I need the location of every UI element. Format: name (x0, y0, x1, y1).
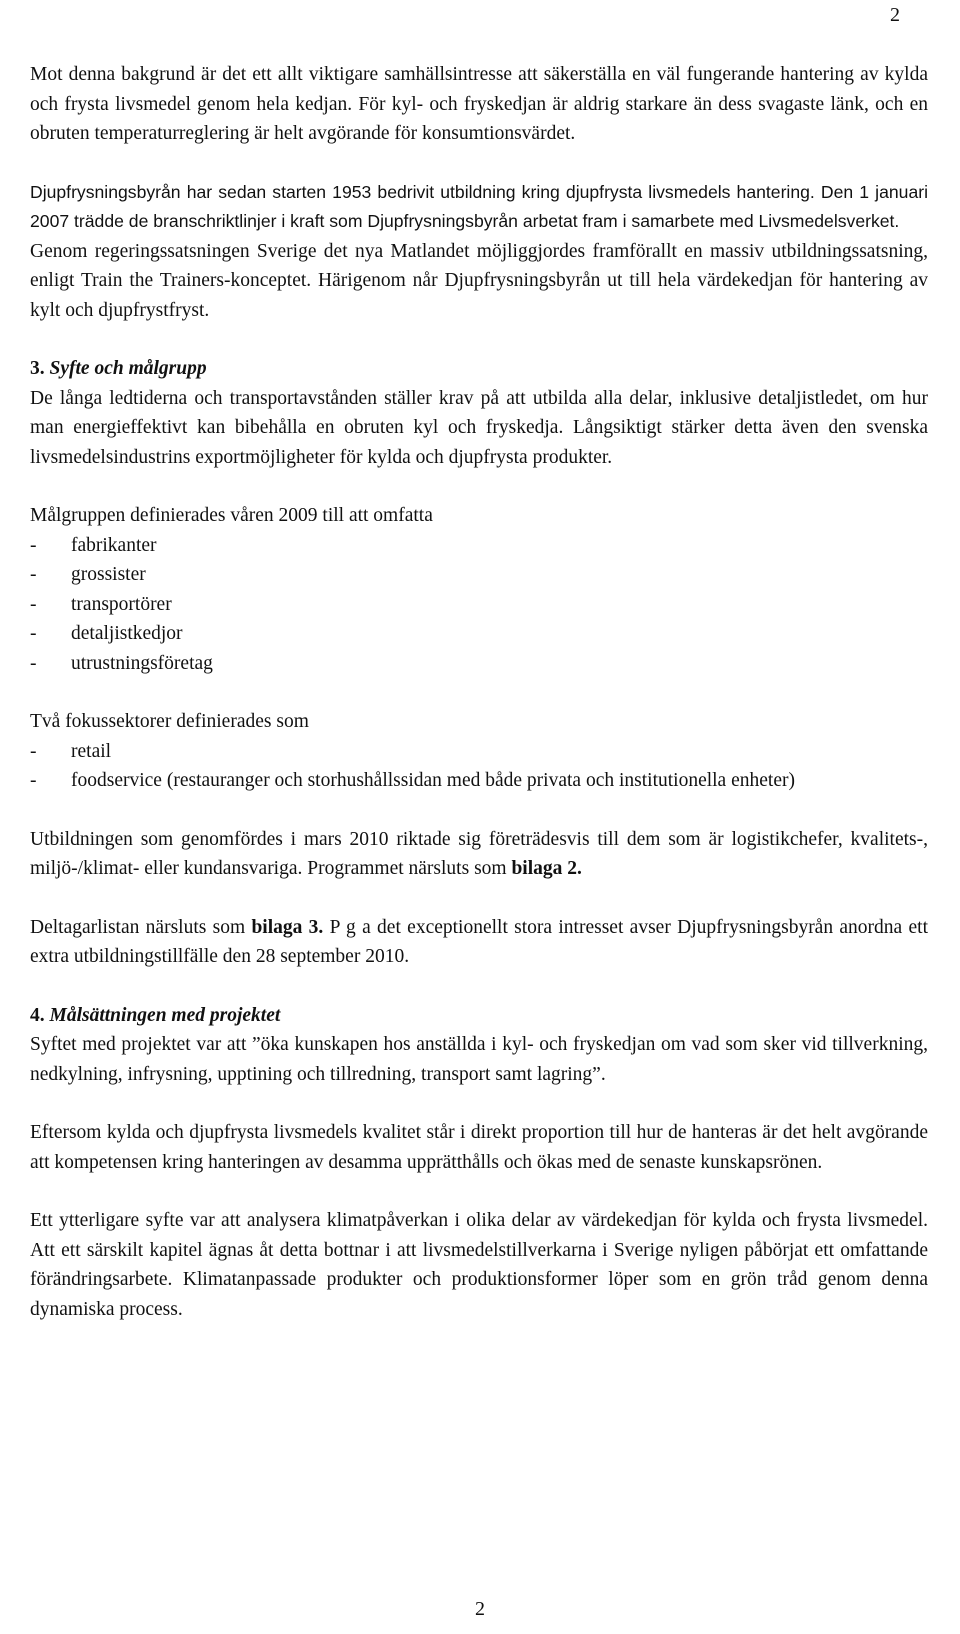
section-3-title: Syfte och målgrupp (49, 358, 207, 379)
section-4-title: Målsättningen med projektet (49, 1004, 281, 1026)
section-3-paragraph-1: De långa ledtiderna och transportavstånden ställer krav på att utbilda alla delar, inklusive detaljistledet, om hur man energieffektivt kan bibehålla en obruten kyl och fryskedja. Långsiktigt stärker detta även den svenska livsmedelsindustrins exportmöjligheter för kylda och djupfrysta produkter. (30, 387, 928, 468)
page-number-bottom: 2 (475, 1598, 485, 1620)
appendix-2-ref: bilaga 2. (511, 858, 582, 879)
list-item: - retail (30, 740, 112, 762)
section-4-number: 4. (30, 1004, 45, 1026)
section-3-number: 3. (30, 358, 45, 379)
document-body (30, 60, 928, 1324)
list-item: - detaljistkedjor (30, 623, 183, 644)
intro-paragraph-1: Mot denna bakgrund är det ett allt viktigare samhällsintresse att säkerställa en väl fungerande hantering av kylda och frysta livsmedel genom hela kedjan. För kyl- och fryskedjan är aldrig starkare än dess svagaste länk, och en obruten temperaturreglering är helt avgörande för konsumtionsvärdet. (30, 64, 928, 144)
intro-paragraph-2: Djupfrysningsbyrån har sedan starten 1953 bedrivit utbildning kring djupfrysta livsmedels hantering. Den 1 januari 2007 trädde de branschriktlinjer i kraft som Djupfrysningsbyrån arbetat fram i samarbete med Livsmedelsverket. (30, 181, 928, 231)
section-4-heading (30, 1001, 928, 1031)
section-3 (30, 354, 928, 972)
participants-paragraph: Deltagarlistan närsluts som bilaga 3. P g a det exceptionellt stora intresset avser Djupfrysningsbyrån anordna ett extra utbildningstillfälle den 28 september 2010. (30, 916, 928, 967)
training-paragraph: Utbildningen som genomfördes i mars 2010 riktade sig företrädesvis till dem som är logistikchefer, kvalitets-, miljö-/klimat- eller kundansvariga. Programmet närsluts som bilaga 2. (30, 828, 928, 879)
section-4-paragraph-1: Syftet med projektet var att ”öka kunskapen hos anställda i kyl- och fryskedjan om vad som sker vid tillverkning, nedkylning, infrysning, upptining och tillredning, transport samt lagring”. (30, 1034, 928, 1085)
list-item: - foodservice (restauranger och storhushållssidan med både privata och institutionella enheter) (30, 770, 795, 791)
focus-sectors-intro: Två fokussektorer definierades som (30, 711, 309, 732)
section-4-paragraph-3: Ett ytterligare syfte var att analysera klimatpåverkan i olika delar av värdekedjan för kylda och frysta livsmedel. Att ett särskilt kapitel ägnas åt detta bottnar i att livsmedelstillverkarna i Sverige nyligen påbörjat ett omfattande förändringsarbete. Klimatanpassade produkter och produktionsformer löper som en grön tråd genom denna dynamiska process. (30, 1210, 928, 1320)
section-3-heading (30, 354, 928, 384)
target-group-intro: Målgruppen definierades våren 2009 till att omfatta (30, 505, 433, 526)
list-item: - transportörer (30, 593, 172, 615)
target-group-list (30, 531, 928, 679)
section-4 (30, 1001, 928, 1325)
appendix-3-ref: bilaga 3. (251, 916, 324, 938)
section-4-paragraph-2: Eftersom kylda och djupfrysta livsmedels kvalitet står i direkt proportion till hur de hanteras är det helt avgörande att kompetensen kring hanteringen av desamma upprätthålls och ökas med de senaste kunskapsrönen. (30, 1122, 928, 1173)
page-number-top: 2 (890, 4, 900, 26)
list-item: - fabrikanter (30, 534, 157, 556)
list-item: - grossister (30, 564, 146, 585)
intro-paragraph-3: Genom regeringssatsningen Sverige det nya Matlandet möjliggjordes framförallt en massiv utbildningssatsning, enligt Train the Trainers-konceptet. Härigenom når Djupfrysningsbyrån ut till hela värdekedjan för hantering av kylt och djupfrystfryst. (30, 240, 928, 321)
focus-sectors-list (30, 737, 928, 796)
list-item: - utrustningsföretag (30, 652, 213, 674)
